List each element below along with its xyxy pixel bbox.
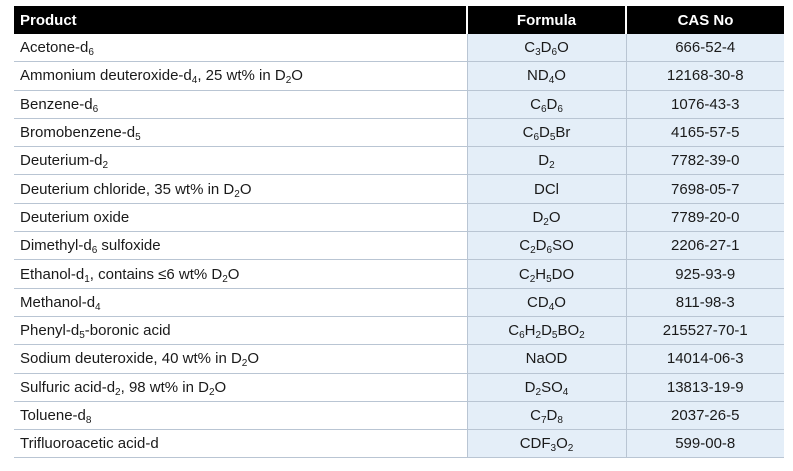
product-cell: Bromobenzene-$d_5$ [14,118,467,146]
formula-cell: $C_6D_5Br$ [467,118,626,146]
cas-no-cell: 12168-30-8 [626,62,784,90]
table-row [14,90,784,118]
formula-cell: $CD_4O$ [467,288,626,316]
header-product: Product [14,6,467,34]
cas-no-cell: 666-52-4 [626,34,784,62]
cas-no-cell: 7789-20-0 [626,203,784,231]
cas-no-cell: 7698-05-7 [626,175,784,203]
cas-no-cell: 215527-70-1 [626,316,784,344]
header-cas-no: CAS No [626,6,784,34]
product-cell: Phenyl-$d_5$-boronic acid [14,316,467,344]
deuterated-compounds-table [14,6,784,458]
cas-no-cell: 925-93-9 [626,260,784,288]
formula-cell: $D_2O$ [467,203,626,231]
formula-cell: $C_3D_6O$ [467,34,626,62]
cas-no-cell: 4165-57-5 [626,118,784,146]
product-cell: Benzene-$d_6$ [14,90,467,118]
formula-cell: $D_2$ [467,147,626,175]
cas-no-cell: 7782-39-0 [626,147,784,175]
product-cell: Ethanol-$d_1$, contains ≤6 wt% $D_2O$ [14,260,467,288]
table-header [14,6,784,34]
product-cell: Ammonium deuteroxide-$d_4$, 25 wt% in $D_2O$ [14,62,467,90]
table-row [14,34,784,62]
cas-no-cell: 599-00-8 [626,430,784,458]
product-cell: Deuterium chloride, 35 wt% in $D_2O$ [14,175,467,203]
table-row [14,175,784,203]
table-row [14,345,784,373]
table-row [14,401,784,429]
formula-cell: NaOD [467,345,626,373]
cas-no-cell: 13813-19-9 [626,373,784,401]
formula-cell: $C_6H_2D_5BO_2$ [467,316,626,344]
cas-no-cell: 1076-43-3 [626,90,784,118]
product-cell: Sulfuric acid-$d_2$, 98 wt% in $D_2O$ [14,373,467,401]
table-row [14,373,784,401]
product-cell: Methanol-$d_4$ [14,288,467,316]
table-row [14,288,784,316]
formula-cell: $C_2H_5DO$ [467,260,626,288]
formula-cell: $ND_4O$ [467,62,626,90]
table-row [14,62,784,90]
product-cell: Deuterium oxide [14,203,467,231]
header-row [14,6,784,34]
table-row [14,147,784,175]
cas-no-cell: 2037-26-5 [626,401,784,429]
table-row [14,260,784,288]
formula-cell: $C_2D_6SO$ [467,232,626,260]
cas-no-cell: 811-98-3 [626,288,784,316]
table-row [14,430,784,458]
product-cell: Trifluoroacetic acid-d [14,430,467,458]
cas-no-cell: 14014-06-3 [626,345,784,373]
header-formula: Formula [467,6,626,34]
product-cell: Toluene-$d_8$ [14,401,467,429]
formula-cell: $CDF_3O_2$ [467,430,626,458]
product-cell: Sodium deuteroxide, 40 wt% in $D_2O$ [14,345,467,373]
cas-no-cell: 2206-27-1 [626,232,784,260]
table-row [14,316,784,344]
formula-cell: DCl [467,175,626,203]
product-cell: Deuterium-$d_2$ [14,147,467,175]
product-cell: Dimethyl-$d_6$ sulfoxide [14,232,467,260]
formula-cell: $C_6D_6$ [467,90,626,118]
table-row [14,118,784,146]
product-cell: Acetone-$d_6$ [14,34,467,62]
formula-cell: $D_2SO_4$ [467,373,626,401]
formula-cell: $C_7D_8$ [467,401,626,429]
table-row [14,232,784,260]
table-body [14,34,784,458]
table-row [14,203,784,231]
